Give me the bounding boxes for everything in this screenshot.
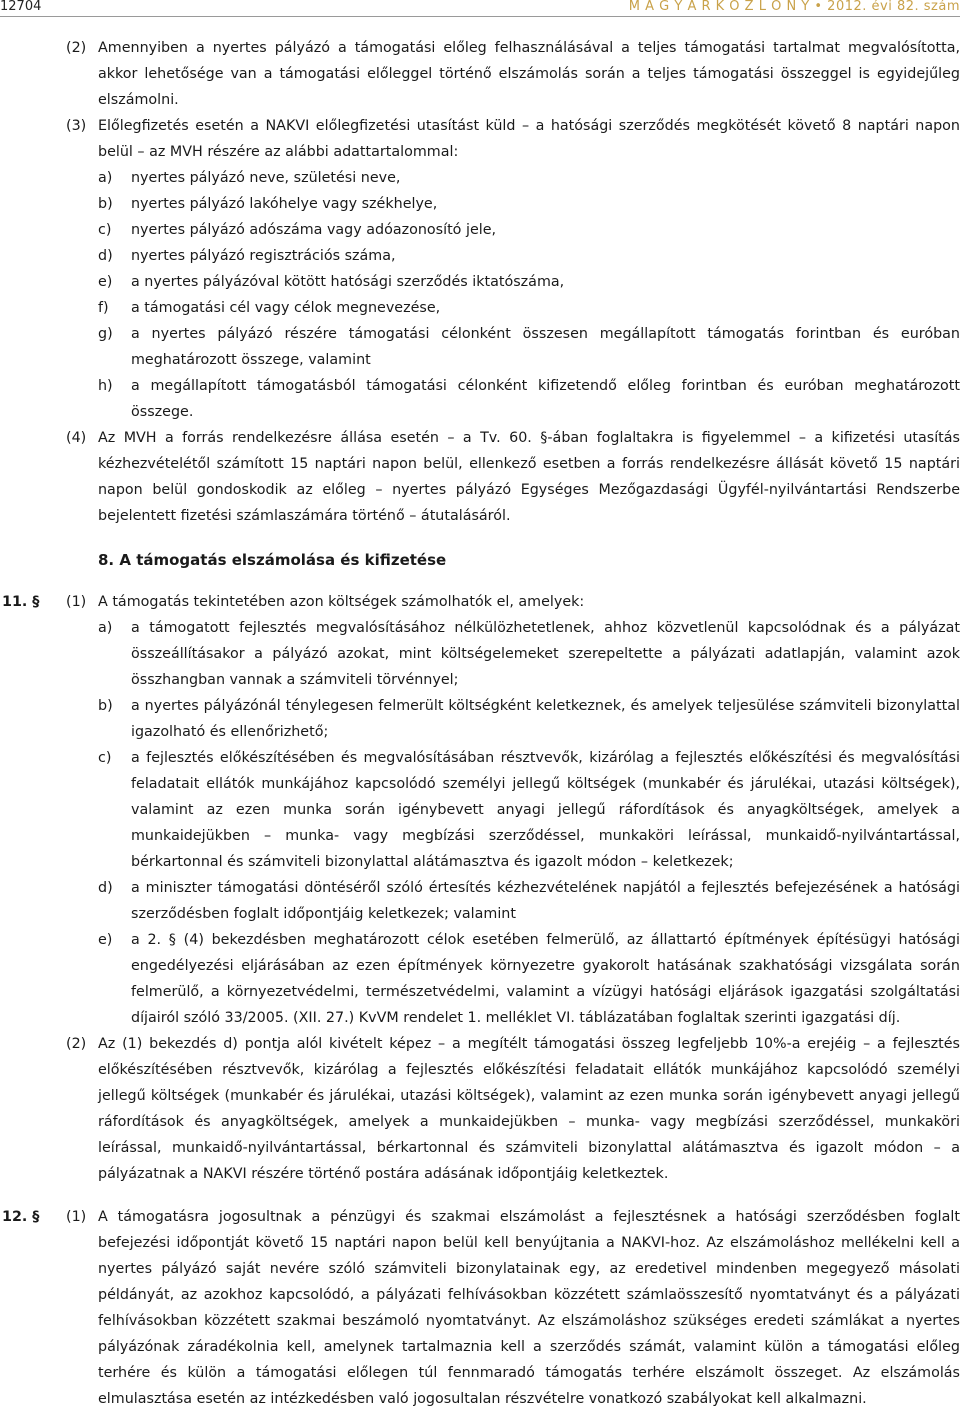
- item-label: a): [98, 170, 113, 186]
- item-label: f): [98, 300, 109, 316]
- item-text: a fejlesztés előkészítésében és megvalósításában résztvevők, kizárólag a fejlesztés előkészítési és megvalósítási feladatait ellátók munkájához kapcsolódó személyi jellegű költségek (munkabér és járulékai, utazási költségek), valamint az ezen munka során igénybevett anyagi jellegű ráfordítások és anyagköltségek, amelyek a munkaidejükben – munka- vagy megbízási szerződéssel, munkaköri leírással, munkaidő-nyilvántartással, bérkartonnal és számviteli bizonylattal alátámasztva és igazolt módon – keletkezek;: [131, 750, 960, 870]
- item-text: a támogatott fejlesztés megvalósításához nélkülözhetetlenek, ahhoz közvetlenül kapcsolódnak és a pályázat összeállításakor a pályázó azokat, mint költségelemeket szerepeltette a pályázati adatlapján, valamint azok összhangban vannak a számviteli törvénnyel;: [131, 620, 960, 688]
- item-label: a): [98, 620, 113, 636]
- section-number: 12. §: [2, 1209, 40, 1225]
- paragraph-2: [0, 35, 960, 113]
- item-text: a 2. § (4) bekezdésben meghatározott célok esetében felmerülő, az állattartó építmények építésügyi hatósági engedélyezési eljárásában az ezen építmények környezetre gyakorolt hatásának szakhatósági vizsgálata során felmerülő, a környezetvédelmi, természetvédelmi, valamint a vízügyi hatósági eljárások igazgatási szolgáltatási díjairól szóló 33/2005. (XII. 27.) KvVM rendelet 1. melléklet VI. táblázatában foglaltak szerinti igazgatási díj.: [131, 932, 960, 1026]
- item-label: d): [98, 880, 113, 896]
- section-heading: 8. A támogatás elszámolása és kifizetése: [98, 551, 447, 569]
- item-label: g): [98, 326, 113, 342]
- item-label: e): [98, 932, 113, 948]
- list-item: [0, 243, 960, 269]
- item-label: h): [98, 378, 113, 394]
- item-text: nyertes pályázó neve, születési neve,: [131, 170, 401, 186]
- spacer: [0, 1187, 960, 1204]
- header-divider: [0, 16, 960, 17]
- item-text: a nyertes pályázóval kötött hatósági szerződés iktatószáma,: [131, 274, 565, 290]
- item-label: b): [98, 196, 113, 212]
- page-number: 12704: [0, 0, 42, 14]
- paragraph-3: [0, 113, 960, 165]
- item-text: nyertes pályázó regisztrációs száma,: [131, 248, 396, 264]
- item-text: a megállapított támogatásból támogatási célonként kifizetendő előleg forintban és euróban meghatározott összege.: [131, 378, 960, 420]
- document-body: [0, 35, 960, 1412]
- section-11-paragraph-2: [0, 1031, 960, 1187]
- list-item: [0, 745, 960, 875]
- item-label: c): [98, 750, 112, 766]
- paragraph-text: Amennyiben a nyertes pályázó a támogatási előleg felhasználásával a teljes támogatási tartalmat megvalósította, akkor lehetősége van a támogatási előleggel történő elszámolás során a teljes támogatási összeggel is egyidejűleg elszámolni.: [98, 40, 960, 108]
- paragraph-number: (2): [66, 40, 87, 56]
- list-item: [0, 269, 960, 295]
- list-item: [0, 217, 960, 243]
- section-11: [0, 589, 960, 1187]
- section-number: 11. §: [2, 594, 40, 610]
- item-label: c): [98, 222, 112, 238]
- item-text: a miniszter támogatási döntéséről szóló értesítés kézhezvételének napjától a fejlesztés befejezésének a hatósági szerződésben foglalt időpontjáig keletkezek; valamint: [131, 880, 960, 922]
- list-item: [0, 875, 960, 927]
- item-text: a nyertes pályázónál ténylegesen felmerült költségként keletkeznek, és amelyek teljesülése számviteli bizonylattal igazolható és ellenőrizhető;: [131, 698, 960, 740]
- section-12: [0, 1204, 960, 1412]
- section-12-paragraph-1: [0, 1204, 960, 1412]
- list-item: [0, 295, 960, 321]
- paragraph-number: (3): [66, 118, 87, 134]
- item-label: d): [98, 248, 113, 264]
- paragraph-text: A támogatás tekintetében azon költségek számolhatók el, amelyek:: [98, 594, 585, 610]
- paragraph-text: Az MVH a forrás rendelkezésre állása esetén – a Tv. 60. §-ában foglaltakra is figyelemmel – a kifizetési utasítás kézhezvételétől számított 15 naptári napon belül, ellenkező esetben a forrás rendelkezésre állását követő 15 naptári napon belül gondoskodik az előleg – nyertes pályázó Egységes Mezőgazdasági Ügyfél-nyilvántartási Rendszerbe bejelentett fizetési számlaszámára történő – átutalásáról.: [98, 430, 960, 524]
- page-header: [0, 0, 960, 20]
- paragraph-number: (1): [66, 594, 87, 610]
- item-text: nyertes pályázó lakóhelye vagy székhelye,: [131, 196, 438, 212]
- list-item: [0, 321, 960, 373]
- list-item: [0, 693, 960, 745]
- item-text: a támogatási cél vagy célok megnevezése,: [131, 300, 441, 316]
- list-item: [0, 191, 960, 217]
- paragraph-text: A támogatásra jogosultnak a pénzügyi és szakmai elszámolást a fejlesztésnek a hatósági szerződésben foglalt befejezési időpontját követő 15 naptári napon belül kell benyújtania a NAKVI-hoz. Az elszámoláshoz mellékelni kell a nyertes pályázó saját nevére szóló számviteli bizonylatainak egy, az eredetivel mindenben megegyező másolati példányát, az azokhoz kapcsolódó, a pályázati felhívásokban közzétett számlaösszesítő nyomtatványt és a pályázati felhívásokban közzétett szakmai beszámoló nyomtatványt. Az elszámoláshoz szükséges eredeti számlákat a nyertes pályázónak záradékolnia kell, amelynek tartalmaznia kell a szerződés számát, valamint külön a támogatási előleg terhére és külön a támogatási előlegen túl fennmaradó támogatás terhére elszámolt összeget. Az elszámolás elmulasztása esetén az intézkedésben való jogosultalan részvételre vonatkozó szabályokat kell alkalmazni.: [98, 1209, 960, 1407]
- item-label: b): [98, 698, 113, 714]
- section-11-paragraph-1: [0, 589, 960, 615]
- paragraph-text: Az (1) bekezdés d) pontja alól kivételt képez – a megítélt támogatási összeg legfeljebb 10%-a erejéig – a fejlesztés előkészítésében résztvevők, kizárólag a fejlesztés előkészítési feladatait ellátók munkájához kapcsolódó személyi jellegű költségek (munkabér és járulékai, utazási költségek), valamint az ezen munka során igénybevett anyagi jellegű ráfordítások és anyagköltségek, amelyek a munkaidejükben – munka- vagy megbízási szerződéssel, munkaköri leírással, munkaidő-nyilvántartással, bérkartonnal és számviteli bizonylattal alátámasztva és igazolt módon – a pályázatnak a NAKVI részére történő postára adásának időpontjáig keletkeztek.: [98, 1036, 960, 1182]
- journal-title: M A G Y A R K Ö Z L Ö N Y • 2012. évi 82. szám: [628, 0, 960, 14]
- paragraph-4: [0, 425, 960, 529]
- paragraph-text: Előlegfizetés esetén a NAKVI előlegfizetési utasítást küld – a hatósági szerződés megkötését követő 8 naptári napon belül – az MVH részére az alábbi adattartalommal:: [98, 118, 960, 160]
- list-item: [0, 615, 960, 693]
- paragraph-number: (1): [66, 1209, 87, 1225]
- paragraph-number: (4): [66, 430, 87, 446]
- item-label: e): [98, 274, 113, 290]
- list-item: [0, 927, 960, 1031]
- item-text: a nyertes pályázó részére támogatási célonként összesen megállapított támogatás forintban és euróban meghatározott összege, valamint: [131, 326, 960, 368]
- list-item: [0, 165, 960, 191]
- list-item: [0, 373, 960, 425]
- paragraph-number: (2): [66, 1036, 87, 1052]
- item-text: nyertes pályázó adószáma vagy adóazonosító jele,: [131, 222, 497, 238]
